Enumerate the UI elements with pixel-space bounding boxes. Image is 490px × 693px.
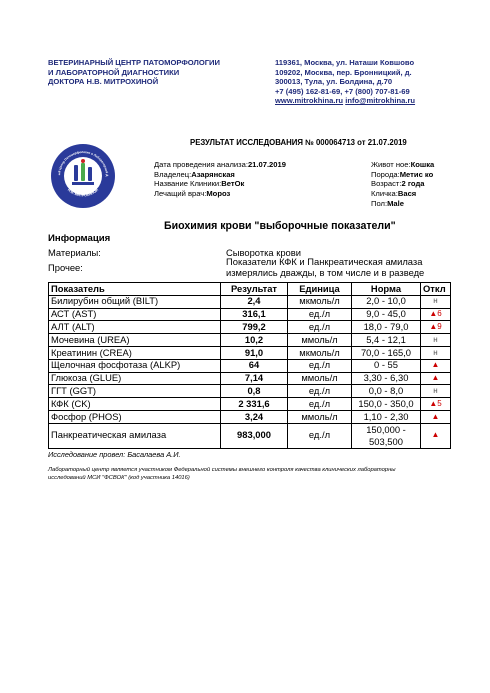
test-norm: 150,000 - 503,500 [352, 423, 421, 448]
contact-links [275, 96, 415, 106]
test-result: 91,0 [221, 346, 288, 359]
meta-row [371, 170, 434, 180]
test-norm: 0,0 - 8,0 [352, 385, 421, 398]
test-deviation: ▲5 [421, 398, 451, 411]
meta-row [371, 160, 434, 170]
col-header: Норма [352, 283, 421, 296]
org-line: ДОКТОРА Н.В. МИТРОХИНОЙ [48, 77, 159, 87]
meta-value: 21.07.2019 [247, 160, 286, 169]
col-header: Результат [221, 283, 288, 296]
meta-row [154, 160, 286, 170]
test-norm: 3,30 - 6,30 [352, 372, 421, 385]
meta-row [371, 179, 434, 189]
test-deviation: ▲ [421, 359, 451, 372]
meta-row [154, 179, 286, 189]
meta-label: Пол: [371, 198, 388, 208]
meta-row [154, 170, 286, 180]
table-row [49, 359, 451, 372]
test-result: 799,2 [221, 321, 288, 334]
meta-value: Male [387, 198, 404, 208]
table-row [49, 346, 451, 359]
doctor-signature: Исследование провел: Басалаева А.И. [48, 450, 181, 459]
col-header: Единица [288, 283, 352, 296]
quality-note [48, 467, 396, 483]
test-result: 2 331,6 [221, 398, 288, 411]
test-norm: 150,0 - 350,0 [352, 398, 421, 411]
test-norm: 18,0 - 79,0 [352, 321, 421, 334]
address-line: 119361, Москва, ул. Наташи Ковшово [275, 58, 415, 67]
test-unit: мкмоль/л [288, 346, 352, 359]
table-row [49, 321, 451, 334]
test-deviation: н [421, 385, 451, 398]
test-name: Фосфор (PHOS) [49, 410, 221, 423]
meta-label: Название Клиники: [154, 179, 222, 189]
test-unit: ед./л [288, 385, 352, 398]
email-link[interactable]: info@mitrokhina.ru [345, 96, 416, 106]
meta-left [154, 160, 286, 199]
logo-text-bottom: Н.В. МИТРОХИНОЙ [66, 187, 100, 198]
meta-label: Порода: [371, 169, 400, 179]
other-value [226, 256, 424, 279]
test-name: АСТ (AST) [49, 308, 221, 321]
info-title: Информация [48, 233, 111, 244]
test-name: Щелочная фосфотаза (ALKP) [49, 359, 221, 372]
table-row [49, 423, 451, 448]
other-line: Показатели КФК и Панкреатическая амилаза [226, 256, 423, 267]
test-deviation: ▲ [421, 372, 451, 385]
other-label: Прочее: [48, 262, 83, 273]
table-row [49, 308, 451, 321]
org-address [275, 58, 415, 106]
test-name: КФК (CK) [49, 398, 221, 411]
test-norm: 1,10 - 2,30 [352, 410, 421, 423]
meta-value: Вася [397, 189, 417, 199]
test-deviation: ▲ [421, 423, 451, 448]
site-link[interactable]: www.mitrokhina.ru [275, 96, 344, 106]
test-name: Билирубин общий (BILT) [49, 295, 221, 308]
test-deviation: н [421, 334, 451, 347]
table-header-row [49, 283, 451, 296]
test-result: 3,24 [221, 410, 288, 423]
table-row [49, 385, 451, 398]
table-row [49, 295, 451, 308]
test-result: 10,2 [221, 334, 288, 347]
test-result: 7,14 [221, 372, 288, 385]
meta-label: Лечащий врач: [154, 189, 207, 199]
test-deviation: ▲ [421, 410, 451, 423]
test-result: 316,1 [221, 308, 288, 321]
test-name: АЛТ (ALT) [49, 321, 221, 334]
test-unit: ммоль/л [288, 372, 352, 385]
test-deviation: ▲6 [421, 308, 451, 321]
meta-value: 2 года [401, 179, 425, 189]
test-norm: 2,0 - 10,0 [352, 295, 421, 308]
meta-value: Мороз [206, 189, 231, 199]
result-heading: РЕЗУЛЬТАТ ИССЛЕДОВАНИЯ № 000064713 от 21.07.2019 [190, 138, 407, 147]
meta-value: Азарянская [191, 169, 235, 179]
meta-label: Дата проведения анализа: [154, 160, 248, 169]
note-line: исследований МСИ "ФСВОК" (код участника 14016) [48, 474, 190, 481]
address-line: 109202, Москва, пер. Бронницкий, д. [275, 67, 412, 77]
results-table [48, 282, 451, 449]
test-deviation: н [421, 346, 451, 359]
test-deviation: ▲9 [421, 321, 451, 334]
meta-label: Владелец: [154, 169, 192, 179]
col-header: Откл [421, 283, 451, 296]
meta-right [371, 160, 434, 209]
col-header: Показатель [49, 283, 221, 296]
material-value: Сыворотка крови [226, 247, 301, 258]
meta-value: Кошка [410, 160, 435, 169]
test-unit: ед./л [288, 321, 352, 334]
meta-label: Возраст: [371, 179, 402, 189]
test-norm: 9,0 - 45,0 [352, 308, 421, 321]
table-row [49, 398, 451, 411]
meta-label: Живот ное: [371, 160, 411, 169]
address-line: 300013, Тула, ул. Болдина, д.70 [275, 77, 393, 87]
meta-value: Метис ко [399, 169, 434, 179]
meta-value: ВетОк [221, 179, 245, 189]
page-title: Биохимия крови "выборочные показатели" [164, 220, 396, 232]
org-line: ВЕТЕРИНАРНЫЙ ЦЕНТР ПАТОМОРФОЛОГИИ [48, 58, 220, 67]
test-unit: ед./л [288, 308, 352, 321]
test-unit: ммоль/л [288, 410, 352, 423]
table-row [49, 334, 451, 347]
table-row [49, 410, 451, 423]
table-row [49, 372, 451, 385]
test-norm: 70,0 - 165,0 [352, 346, 421, 359]
test-name: Панкреатическая амилаза [49, 423, 221, 448]
test-deviation: н [421, 295, 451, 308]
other-line: измерялись дважды, в том числе и в разведе [226, 267, 425, 279]
test-unit: ммоль/л [288, 334, 352, 347]
test-unit: ед./л [288, 423, 352, 448]
test-unit: ед./л [288, 398, 352, 411]
test-norm: 5,4 - 12,1 [352, 334, 421, 347]
org-name [48, 58, 220, 87]
meta-label: Кличка: [371, 189, 398, 199]
address-line: +7 (495) 162-81-69, +7 (800) 707-81-69 [275, 86, 410, 96]
test-name: ГГТ (GGT) [49, 385, 221, 398]
meta-row [371, 189, 434, 199]
test-name: Глюкоза (GLUE) [49, 372, 221, 385]
logo-text-top: ый Центр Патоморфологии и Лабораторной Д [56, 149, 110, 177]
test-result: 2,4 [221, 295, 288, 308]
test-unit: ед./л [288, 359, 352, 372]
meta-row [371, 199, 434, 209]
note-line: Лабораторный центр является участником Федеральной системы внешнего контроля качества клинических лабораторны [48, 467, 396, 473]
test-name: Креатинин (CREA) [49, 346, 221, 359]
test-unit: мкмоль/л [288, 295, 352, 308]
vet-center-logo [50, 143, 116, 209]
test-name: Мочевина (UREA) [49, 334, 221, 347]
test-norm: 0 - 55 [352, 359, 421, 372]
meta-row [154, 189, 286, 199]
org-line: И ЛАБОРАТОРНОЙ ДИАГНОСТИКИ [48, 67, 180, 77]
test-result: 0,8 [221, 385, 288, 398]
test-result: 64 [221, 359, 288, 372]
test-result: 983,000 [221, 423, 288, 448]
material-label: Материалы: [48, 247, 101, 258]
